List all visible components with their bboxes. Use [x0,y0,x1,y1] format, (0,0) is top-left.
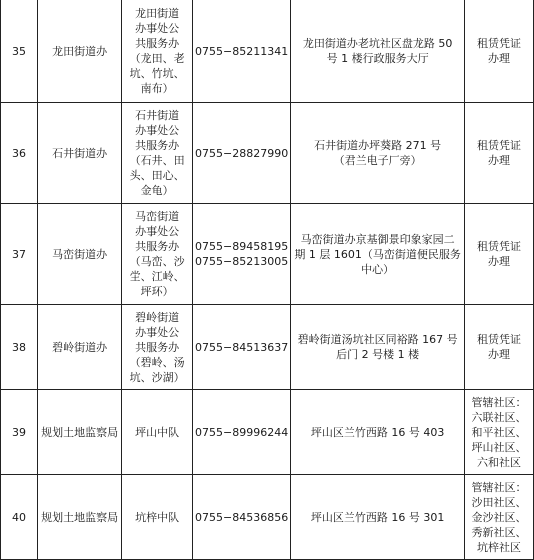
department-name: 规划土地监察局 [37,475,121,560]
department-name: 龙田街道办 [37,0,121,103]
row-number: 40 [1,475,38,560]
service-office-line: 共服务办 [135,37,180,50]
service-office-line: （碧岭、汤 [129,355,185,369]
service-scope-line: 秀新社区、 [471,525,527,539]
service-office-line: 坣、江岭、 [129,270,185,283]
service-scope-line: 坑梓社区 [476,540,521,554]
service-office-line: 坑梓中队 [135,510,180,524]
service-office [122,390,193,475]
row-number: 38 [1,305,38,390]
table-row [1,204,534,305]
contact-phone-line: 0755−85213005 [195,255,289,268]
office-address [291,0,465,103]
service-scope-line: 金沙社区、 [471,510,527,524]
table-body [1,0,534,560]
table-row [1,305,534,390]
service-office-line: 办事处公 [135,325,180,339]
service-scope-line: 沙田社区、 [471,495,527,509]
service-scope-line: 办理 [487,255,510,268]
service-scope-line: 办理 [487,154,510,167]
table-row [1,103,534,204]
service-scope-line: 坪山社区、 [471,440,527,454]
service-office-line: 马峦街道 [135,210,180,223]
service-scope [464,0,533,103]
department-name: 规划土地监察局 [37,390,121,475]
contact-phone [193,103,291,204]
office-address-line: 期 1 层 1601（马峦街道便民服务 [294,247,461,261]
row-number: 35 [1,0,38,103]
department-name: 马峦街道办 [37,204,121,305]
service-scope-line: 租赁凭证 [476,240,521,253]
service-office-line: 坑、竹坑、 [129,67,185,80]
service-office-line: 办事处公 [135,22,180,35]
office-address-line: 中心） [361,262,395,276]
office-address-line: 龙田街道办老坑社区盘龙路 50 [302,37,453,50]
table-row [1,475,534,560]
service-office-line: （石井、田 [129,154,185,167]
service-office [122,204,193,305]
service-office-line: 碧岭街道 [135,310,180,324]
service-scope-line: 六和社区 [476,455,521,469]
service-office-line: （龙田、老 [129,52,185,65]
office-address [291,204,465,305]
service-scope-line: 办理 [487,348,510,361]
contact-phone [193,204,291,305]
office-address-line: 后门 2 号楼 1 楼 [336,348,420,361]
row-number: 39 [1,390,38,475]
service-office-line: 办事处公 [135,225,180,238]
table-row [1,390,534,475]
service-scope-line: 管辖社区： [471,395,527,409]
service-office-line: 共服务办 [135,240,180,253]
service-office-line: 金龟） [140,184,174,197]
service-office-line: 坑、沙湖） [129,370,185,384]
service-scope [464,204,533,305]
service-scope-line: 办理 [487,52,510,65]
service-scope-line: 租赁凭证 [476,333,521,346]
office-address [291,103,465,204]
table-row [1,0,534,103]
office-address-line: 坪山区兰竹西路 16 号 301 [310,510,445,524]
contact-phone-line: 0755−84536856 [195,510,289,524]
service-scope [464,475,533,560]
department-name: 碧岭街道办 [37,305,121,390]
service-office-line: 龙田街道 [135,7,180,20]
service-office-line: （马峦、沙 [129,255,185,268]
service-office [122,0,193,103]
service-scope [464,103,533,204]
service-office-line: 坪山中队 [135,425,180,439]
service-office-line: 南布） [140,82,174,95]
service-office [122,103,193,204]
contact-phone [193,390,291,475]
contact-phone [193,305,291,390]
office-address-line: 号 1 楼行政服务大厅 [326,52,429,65]
service-scope [464,305,533,390]
service-scope-line: 和平社区、 [471,425,527,439]
office-address-line: 碧岭街道汤坑社区同裕路 167 号 [297,333,458,346]
service-office-line: 头、田心、 [129,169,185,182]
service-office-line: 共服务办 [135,340,180,354]
service-scope-line: 租赁凭证 [476,37,521,50]
office-address [291,305,465,390]
service-office-line: 办事处公 [135,124,180,137]
row-number: 37 [1,204,38,305]
service-office-line: 石井街道 [135,109,180,122]
service-scope-line: 管辖社区： [471,480,527,494]
service-office [122,475,193,560]
service-scope [464,390,533,475]
office-address-line: 坪山区兰竹西路 16 号 403 [310,425,445,439]
service-office-line: 共服务办 [135,139,180,152]
department-name: 石井街道办 [37,103,121,204]
office-address [291,475,465,560]
contact-phone-line: 0755−84513637 [195,340,289,354]
office-address-line: 石井街道办坪葵路 271 号 [314,139,442,152]
office-address [291,390,465,475]
service-scope-line: 租赁凭证 [476,139,521,152]
contact-phone-line: 0755−85211341 [195,44,289,58]
service-office [122,305,193,390]
contact-phone [193,475,291,560]
row-number: 36 [1,103,38,204]
office-address-line: （君兰电子厂旁） [333,154,422,167]
service-office-line: 坪环） [140,285,174,298]
office-address-line: 马峦街道办京基御景印象家园二 [300,232,455,246]
contact-phone-line: 0755−89996244 [195,425,289,439]
service-scope-line: 六联社区、 [471,410,527,424]
contact-phone-line: 0755−28827990 [195,146,289,160]
contact-phone [193,0,291,103]
contact-phone-line: 0755−89458195 [195,240,289,253]
